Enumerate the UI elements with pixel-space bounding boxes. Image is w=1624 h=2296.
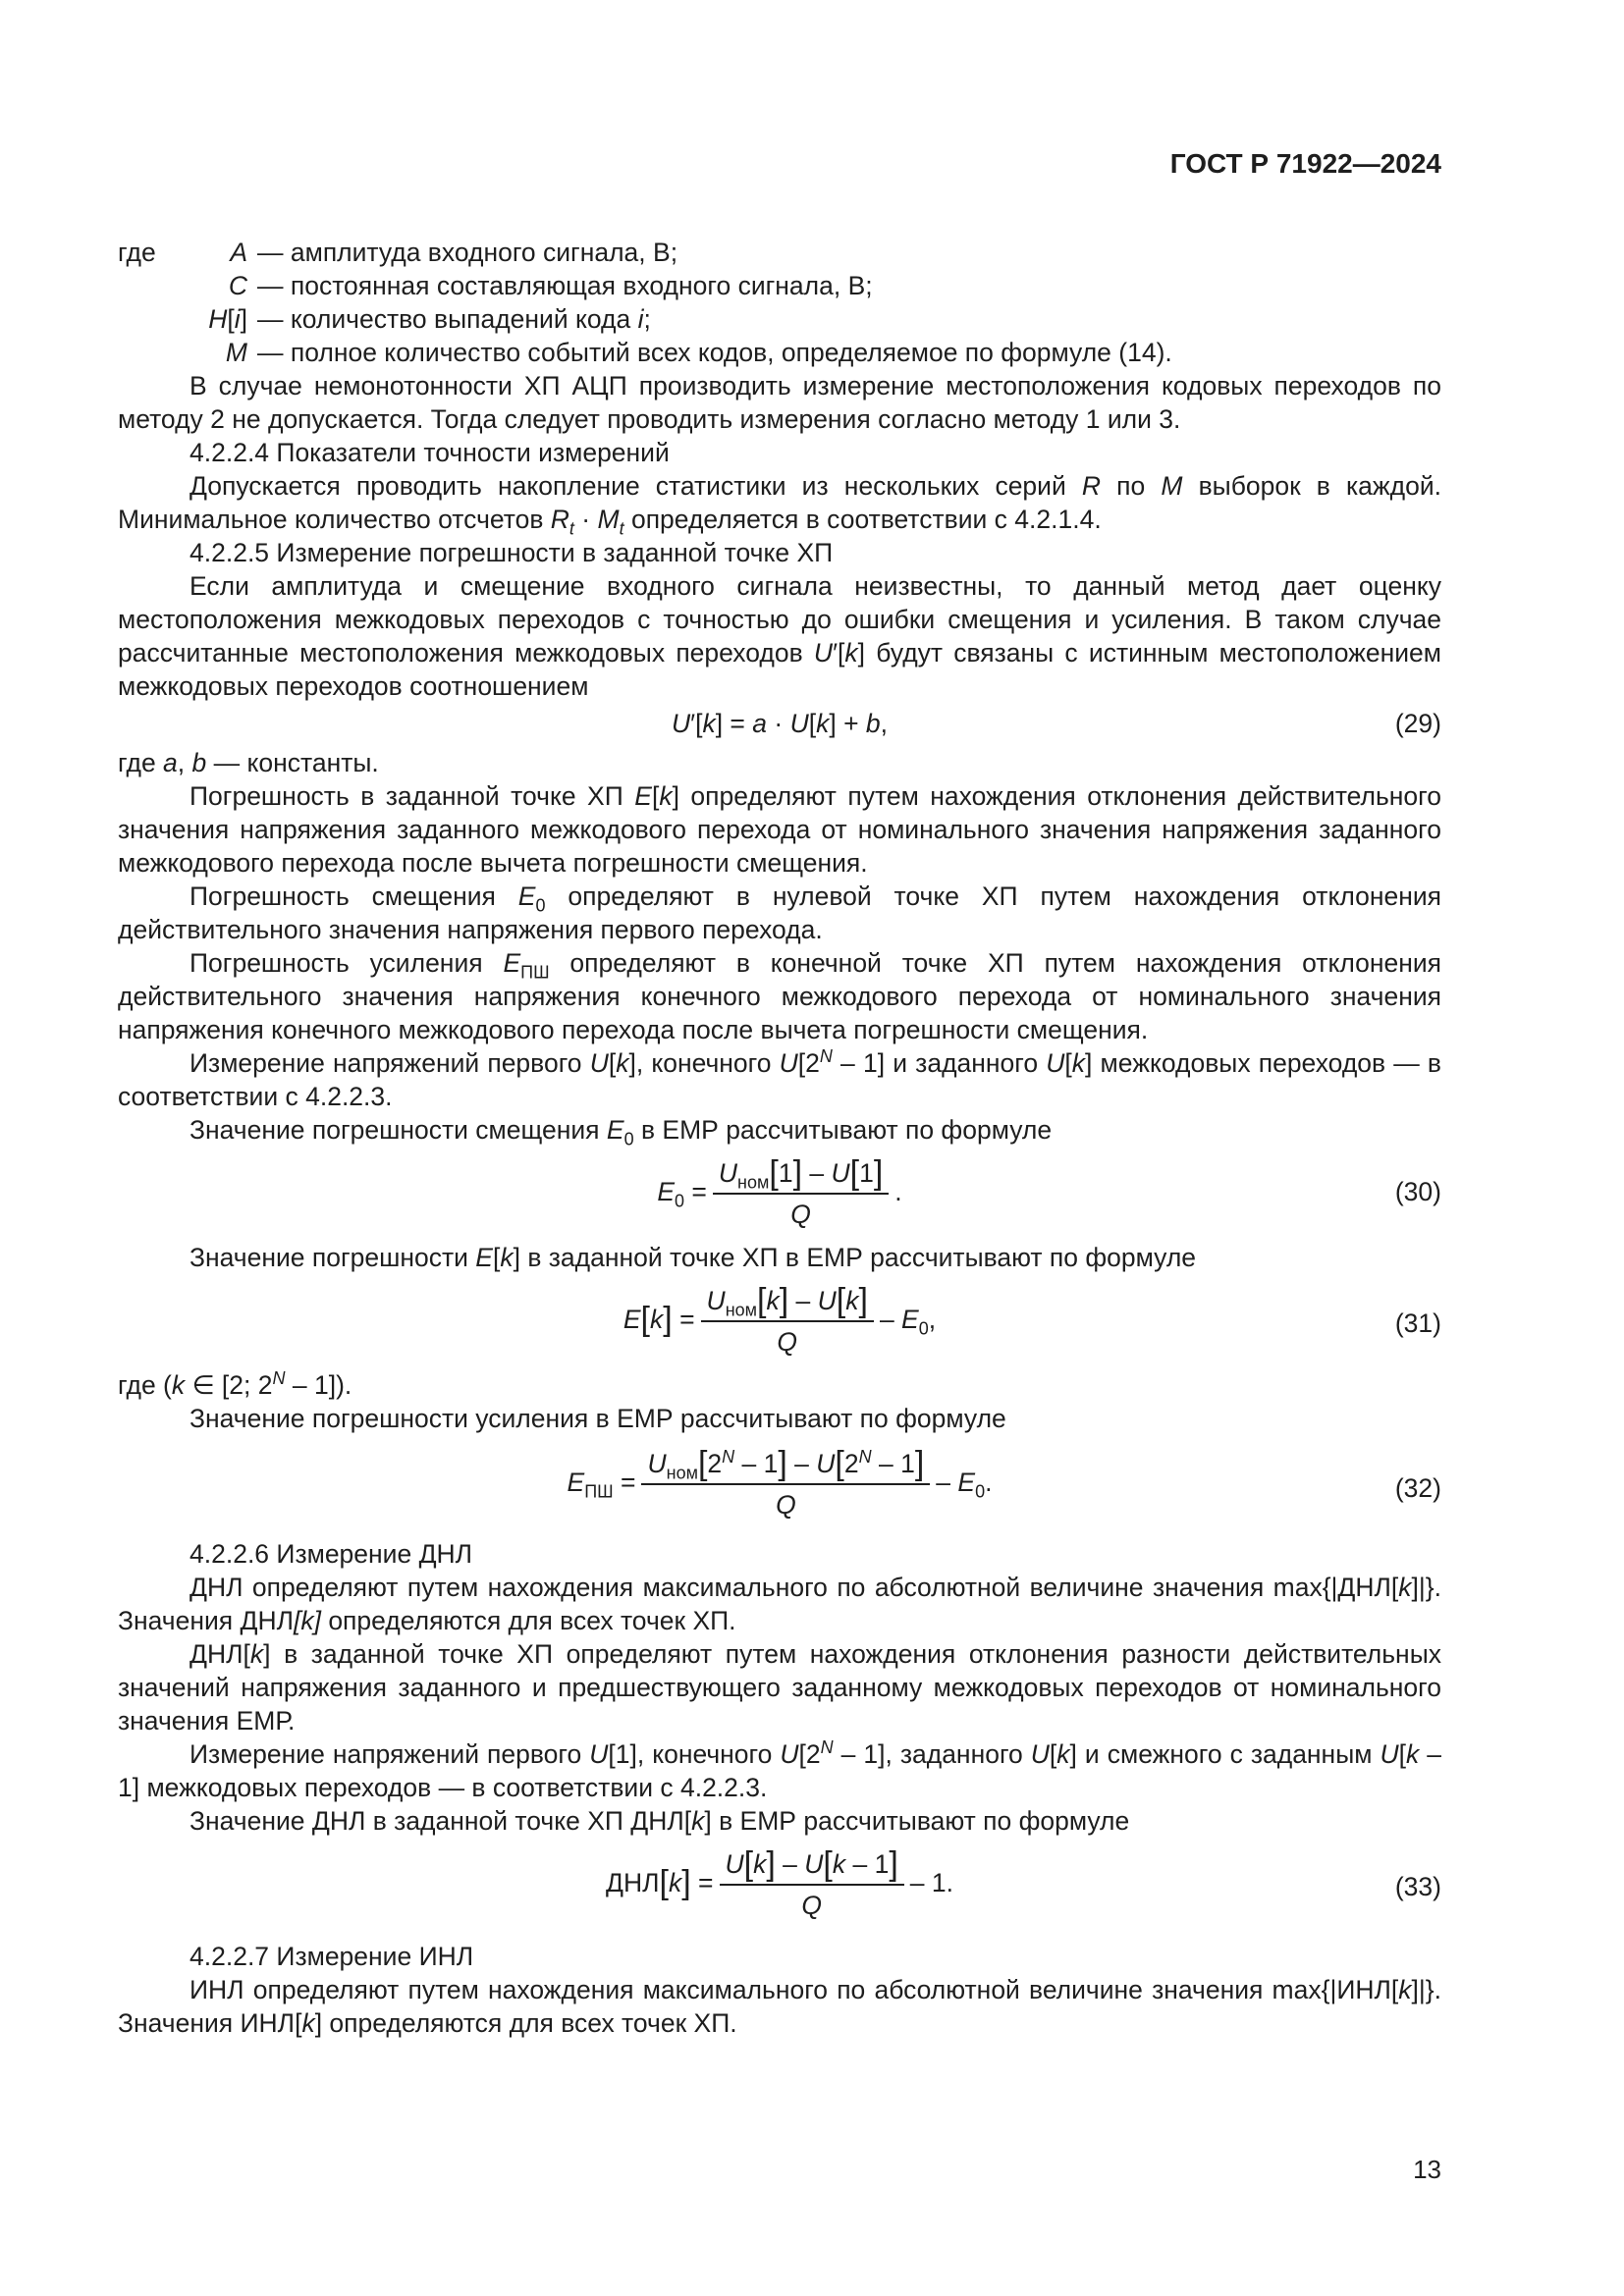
paragraph: где (k ∈ [2; $2^N - 1$]). (118, 1368, 352, 1400)
formula-30: $E_0$ = $\frac{U_{ном}[1] - U[1]}{Q}$ . (30) (657, 1154, 1441, 1229)
definition-item: где A — амплитуда входного сигнала, В; (118, 238, 678, 267)
paragraph: где a, b — константы. (118, 748, 379, 777)
paragraph: ИНЛ определяют путем нахождения максимального по абсолютной величине значения max{|ИНЛ[k]|}. Значения ИНЛ[k] определяются для всех точек ХП. (118, 1975, 1441, 2038)
definition-item: H[i] — количество выпадений кода i; (208, 304, 651, 334)
formula-number: (32) (1394, 1473, 1441, 1503)
formula-number: (30) (1394, 1177, 1441, 1206)
paragraph: Значение погрешности смещения $E_0$ в ЕМР рассчитывают по формуле (189, 1115, 1053, 1149)
paragraph: Допускается проводить накопление статистики из нескольких серий R по M выборок в каждой. Минимальное количество отсчетов $R_t \cdot M_t$ определяется в соответствии с 4.2.1.4. (118, 471, 1441, 539)
paragraph: ДНЛ[k] в заданной точке ХП определяют путем нахождения отклонения разности действительных значений напряжения заданного и предшествующего заданному межкодовых переходов от номинального значения ЕМР. (118, 1639, 1441, 1735)
document-header: ГОСТ Р 71922—2024 (1169, 148, 1441, 179)
paragraph: Измерение напряжений первого U[k], конечного $U[2^N - 1]$ и заданного U[k] межкодовых переходов — в соответствии с 4.2.2.3. (118, 1046, 1442, 1111)
paragraph: Значение погрешности E[k] в заданной точке ХП в ЕМР рассчитывают по формуле (189, 1243, 1197, 1272)
paragraph: Погрешность в заданной точке ХП E[k] определяют путем нахождения отклонения действительного значения напряжения заданного межкодового перехода от номинального значения напряжения заданного межкодового перехода после вычета погрешности смещения. (118, 781, 1441, 878)
document-body (118, 236, 1441, 2040)
page-number: 13 (1413, 2155, 1441, 2184)
paragraph: Погрешность усиления $E_{ПШ}$ определяют в конечной точке ХП путем нахождения отклонения действительного значения напряжения конечного межкодового перехода от номинального значения напряжения конечного межкодового перехода после вычета погрешности смещения. (118, 948, 1441, 1044)
section-heading: 4.2.2.6 Измерение ДНЛ (189, 1539, 473, 1569)
paragraph: ДНЛ определяют путем нахождения максимального по абсолютной величине значения max{|ДНЛ[k]|}. Значения ДНЛ[k] определяются для всех точек ХП. (118, 1573, 1441, 1635)
formula-31: E[k] = $\frac{U_{ном}[k] - U[k]}{Q}$ – $E_0$, (31) (623, 1282, 1441, 1357)
section-heading: 4.2.2.4 Показатели точности измерений (189, 438, 670, 467)
formula-number: (31) (1394, 1308, 1441, 1338)
formula-33: ДНЛ[k] = $\frac{U[k] - U[k - 1]}{Q}$ – 1. (33) (606, 1845, 1441, 1920)
formula-number: (33) (1394, 1872, 1441, 1901)
section-heading: 4.2.2.5 Измерение погрешности в заданной точке ХП (189, 538, 834, 567)
paragraph: Измерение напряжений первого U[1], конечного $U[2^N - 1]$, заданного U[k] и смежного с заданным U[k – 1] межкодовых переходов — в соответствии с 4.2.2.3. (118, 1737, 1441, 1802)
paragraph: Погрешность смещения $E_0$ определяют в нулевой точке ХП путем нахождения отклонения действительного значения напряжения первого перехода. (118, 881, 1441, 944)
paragraph: В случае немонотонности ХП АЦП производить измерение местоположения кодовых переходов по методу 2 не допускается. Тогда следует проводить измерения согласно методу 1 или 3. (118, 371, 1441, 434)
paragraph: Если амплитуда и смещение входного сигнала неизвестны, то данный метод дает оценку местоположения межкодовых переходов с точностью до ошибки смещения и усиления. В таком случае рассчитанные местоположения межкодовых переходов U′[k] будут связаны с истинным местоположением межкодовых переходов соотношением (118, 571, 1441, 701)
paragraph: Значение ДНЛ в заданной точке ХП ДНЛ[k] в ЕМР рассчитывают по формуле (189, 1806, 1130, 1836)
paragraph: Значение погрешности усиления в ЕМР рассчитывают по формуле (189, 1404, 1006, 1433)
formula-29: U′[k] = a · U[k] + b, (29) (671, 709, 1441, 738)
section-heading: 4.2.2.7 Измерение ИНЛ (189, 1942, 474, 1971)
definitions-list (118, 236, 1441, 369)
formula-32: $E_{ПШ}$ = $\frac{U_{ном}[2^N - 1] - U[2^N - 1]}{Q}$ – $E_0$. (32) (567, 1445, 1441, 1520)
formula-number: (29) (1394, 709, 1441, 738)
definition-item: C — постоянная составляющая входного сигнала, В; (228, 271, 873, 300)
definition-item: M — полное количество событий всех кодов, определяемое по формуле (14). (225, 338, 1172, 367)
